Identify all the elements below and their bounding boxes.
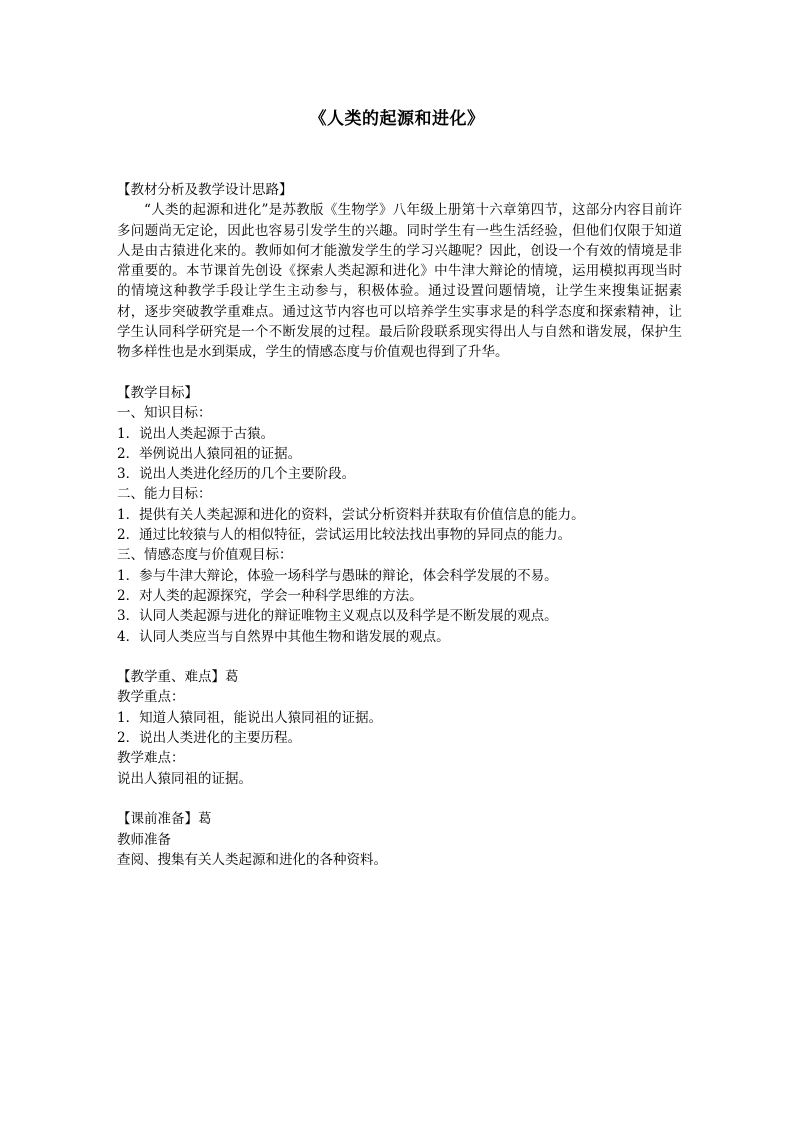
key-point-line: 说出人猿同祖的证据。 [117, 770, 252, 787]
document-title: 《人类的起源和进化》 [309, 109, 485, 129]
section-spacer [117, 363, 682, 383]
goal-line: 2．通过比较猿与人的相似特征，尝试运用比较法找出事物的异同点的能力。 [117, 527, 572, 544]
section-spacer [117, 647, 682, 667]
section-heading-preparation-mark: 葛 [198, 811, 212, 828]
section-heading-key-points-mark: 葛 [225, 669, 239, 686]
section-heading-key-points [117, 667, 682, 687]
goal-line: 1．参与牛津大辩论，体验一场科学与愚昧的辩论，体会科学发展的不易。 [117, 567, 558, 584]
section-spacer [117, 789, 682, 809]
key-point-line: 2．说出人类进化的主要历程。 [117, 730, 302, 747]
section-heading-preparation-text: 【课前准备】 [117, 811, 198, 828]
goal-line: 三、情感态度与价值观目标： [117, 547, 293, 564]
section-heading-textbook-analysis: 【教材分析及教学设计思路】 [117, 182, 293, 198]
goal-line: 2．对人类的起源探究，学会一种科学思维的方法。 [117, 587, 423, 604]
goal-line: 1．提供有关人类起源和进化的资料，尝试分析资料并获取有价值信息的能力。 [117, 506, 585, 523]
section-heading-preparation [117, 809, 682, 829]
key-point-line: 1．知道人猿同祖，能说出人猿同祖的证据。 [117, 709, 383, 726]
goal-line: 一、知识目标： [117, 405, 212, 422]
section-paragraph-textbook-analysis: “人类的起源和进化”是苏教版《生物学》八年级上册第十六章第四节，这部分内容目前许多问题尚无定论，因此也容易引发学生的兴趣。同时学生有一些生活经验，但他们仅限于知道人是由古猿进化来的。教师如何才能激发学生的学习兴趣呢？因此，创设一个有效的情境是非常重要的。本节课首先创设《探索人类起源和进化》中牛津大辩论的情境，运用模拟再现当时的情境这种教学手段让学生主动参与，积极体验。通过设置问题情境，让学生来搜集证据素材，逐步突破教学重难点。通过这节内容也可以培养学生实事求是的科学态度和探索精神，让学生认同科学研究是一个不断发展的过程。最后阶段联系现实得出人与自然和谐发展，保护生物多样性也是水到渠成，学生的情感态度与价值观也得到了升华。 [117, 202, 682, 361]
goal-line: 二、能力目标： [117, 486, 212, 503]
key-point-line: 教学难点： [117, 750, 185, 767]
preparation-line: 教师准备 [117, 831, 171, 848]
preparation-line: 查阅、搜集有关人类起源和进化的各种资料。 [117, 851, 387, 868]
goal-line: 2．举例说出人猿同祖的证据。 [117, 445, 302, 462]
goal-line: 1．说出人类起源于古猿。 [117, 425, 275, 442]
goal-line: 3．说出人类进化经历的几个主要阶段。 [117, 466, 356, 483]
document-body [117, 180, 682, 870]
goal-line: 3．认同人类起源与进化的辩证唯物主义观点以及科学是不断发展的观点。 [117, 608, 558, 625]
section-heading-key-points-text: 【教学重、难点】 [117, 669, 225, 686]
section-heading-teaching-goals: 【教学目标】 [117, 384, 198, 401]
goal-line: 4．认同人类应当与自然界中其他生物和谐发展的观点。 [117, 628, 450, 645]
key-point-line: 教学重点： [117, 689, 185, 706]
